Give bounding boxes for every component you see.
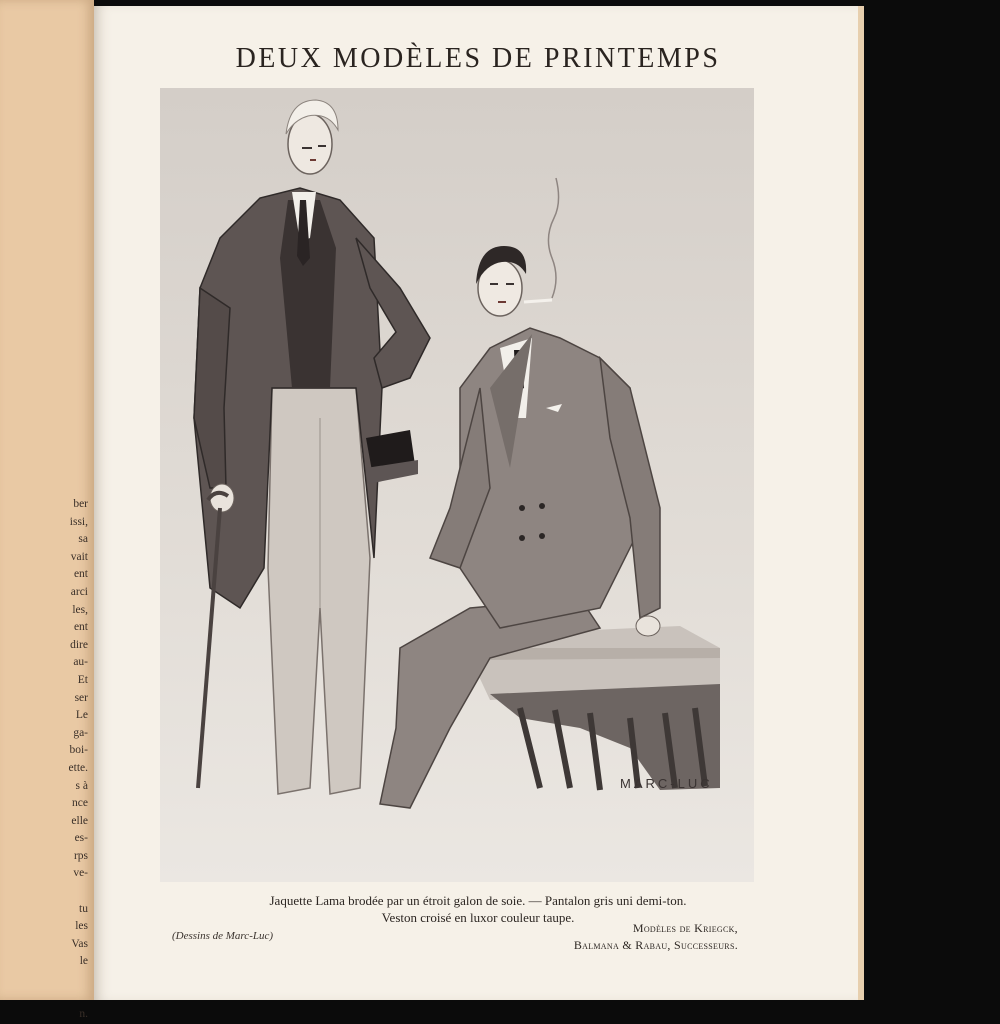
previous-page-line: ent bbox=[73, 621, 88, 634]
caption-line-2: Veston croisé en luxor couleur taupe. bbox=[381, 910, 575, 925]
previous-page-line: sa bbox=[78, 533, 88, 546]
previous-page-line: tu bbox=[79, 902, 88, 915]
previous-page-line: issi, bbox=[69, 515, 88, 528]
previous-page-line: n. bbox=[79, 1008, 88, 1021]
previous-page-line: les, bbox=[72, 603, 88, 616]
previous-page-line: le bbox=[79, 955, 88, 968]
magazine-page bbox=[94, 6, 862, 1000]
page-title: DEUX MODÈLES DE PRINTEMPS bbox=[235, 43, 721, 74]
models-credit bbox=[574, 920, 738, 954]
illustration-drawing bbox=[160, 88, 754, 882]
previous-page-text-column bbox=[28, 496, 88, 1024]
previous-page-line bbox=[28, 989, 88, 1007]
previous-page-line: es- bbox=[74, 832, 88, 845]
previous-page-line bbox=[28, 883, 88, 901]
previous-page-line: Vas bbox=[71, 937, 88, 950]
previous-page-line: ber bbox=[73, 498, 88, 510]
previous-page-line: au- bbox=[73, 656, 88, 669]
previous-page-line: arci bbox=[70, 585, 88, 598]
previous-page-line: ent bbox=[73, 568, 88, 581]
previous-page-line: vait bbox=[70, 550, 88, 563]
previous-page-line: ga- bbox=[73, 726, 88, 739]
previous-page-line: Et bbox=[77, 673, 88, 686]
models-credit-line-1: Modèles de Kriegck, bbox=[632, 921, 738, 935]
previous-page-line bbox=[28, 971, 88, 989]
previous-page-line: dire bbox=[70, 638, 88, 651]
previous-page-line: Le bbox=[75, 709, 88, 722]
previous-page-line: nce bbox=[72, 797, 88, 810]
models-credit-line-2: Balmana & Rabau, Successeurs. bbox=[573, 938, 738, 952]
previous-page bbox=[0, 0, 94, 1021]
drawing-credit: (Dessins de Marc-Luc) bbox=[172, 930, 274, 942]
previous-page-line: s à bbox=[75, 779, 88, 792]
caption-line-1: Jaquette Lama brodée par un étroit galon de soie. — Pantalon gris uni demi-ton. bbox=[269, 893, 687, 908]
previous-page-line: ser bbox=[74, 691, 88, 704]
page-edge bbox=[858, 6, 864, 1000]
previous-page-line: ve- bbox=[73, 867, 88, 880]
previous-page-line: elle bbox=[71, 814, 88, 827]
previous-page-line: boi- bbox=[69, 744, 88, 757]
previous-page-line: rps bbox=[73, 849, 88, 862]
artist-signature: MARC-LUC bbox=[620, 776, 713, 791]
fashion-illustration bbox=[160, 88, 754, 882]
previous-page-line: les bbox=[75, 920, 88, 933]
previous-page-line: ette. bbox=[68, 761, 88, 774]
